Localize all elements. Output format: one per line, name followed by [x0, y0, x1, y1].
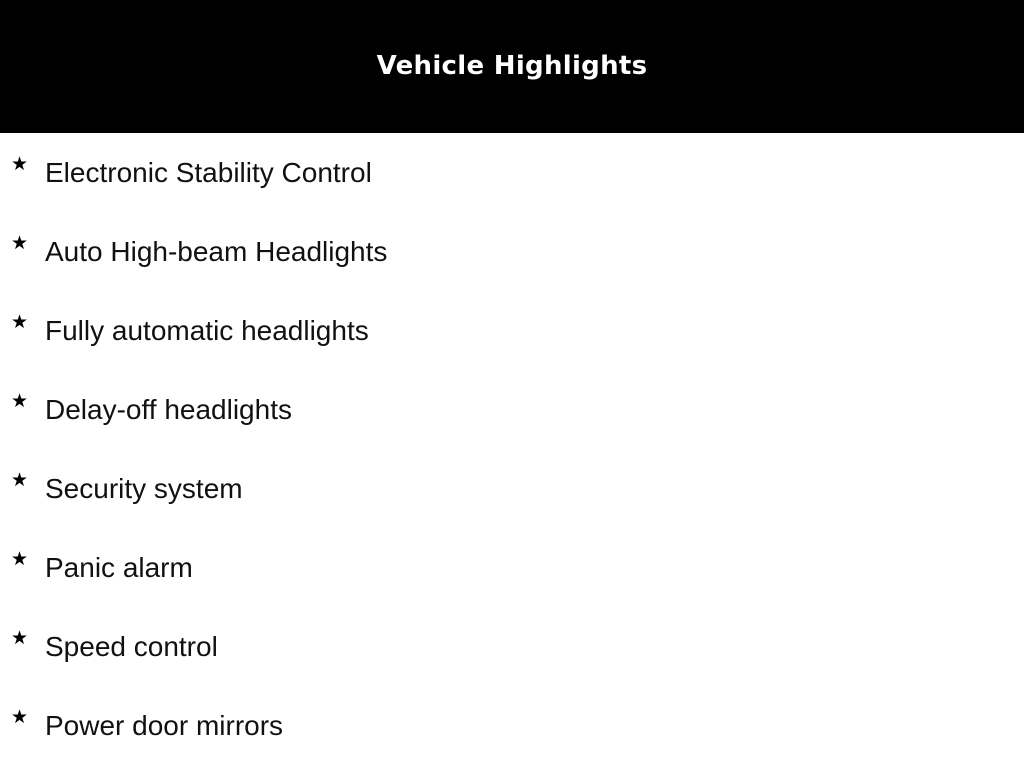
star-icon: ★ [11, 153, 29, 175]
highlight-label: Power door mirrors [45, 710, 284, 741]
highlight-label: Panic alarm [45, 552, 193, 583]
highlight-label: Security system [45, 473, 243, 504]
highlight-label: Fully automatic headlights [45, 315, 369, 346]
star-icon: ★ [11, 390, 29, 412]
star-icon: ★ [11, 311, 29, 333]
header-bar [0, 0, 1024, 133]
highlight-label: Delay-off headlights [45, 394, 292, 425]
star-icon: ★ [11, 469, 29, 491]
star-icon: ★ [11, 706, 29, 728]
star-icon: ★ [11, 548, 29, 570]
highlight-label: Speed control [45, 631, 218, 662]
star-icon: ★ [11, 627, 29, 649]
page-title: Vehicle Highlights [376, 50, 648, 81]
star-icon: ★ [11, 232, 29, 254]
highlight-label: Auto High-beam Headlights [45, 236, 388, 267]
highlight-label: Electronic Stability Control [45, 157, 372, 188]
